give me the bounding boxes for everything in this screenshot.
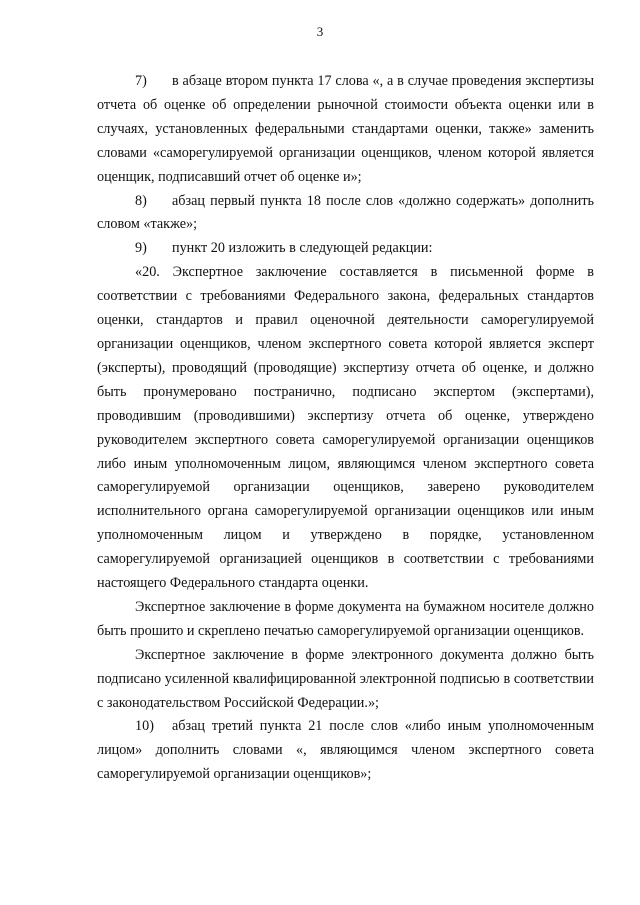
list-item-7 <box>97 70 594 190</box>
page-number: 3 <box>316 24 324 39</box>
item-number: 10) <box>135 718 154 735</box>
document-body <box>97 70 594 787</box>
item-number: 8) <box>135 192 147 209</box>
list-item-10 <box>97 715 594 787</box>
paragraph-electronic-form: Экспертное заключение в форме электронного документа должно быть подписано усиленной квалифицированной электронной подписью в соответствии с законодательством Российской Федерации.»; <box>97 646 594 711</box>
item-number: 7) <box>135 73 147 89</box>
paragraph-point-20: «20. Экспертное заключение составляется в письменной форме в соответствии с требованиями Федерального закона, федеральных стандартов оценки, стандартов и правил оценочной деятельности саморегулируемой организации оценщиков, членом экспертного совета которой является эксперт (эксперты), проводящий (проводящие) экспертизу отчета об оценке, и должно быть пронумеровано постранично, подписано экспертом (экспертами), проводившим (проводившими) экспертизу отчета об оценке, утверждено руководителем экспертного совета саморегулируемой организации оценщиков либо иным уполномоченным лицом, являющимся членом экспертного совета саморегулируемой организации оценщиков, заверено руководителем исполнительного органа саморегулируемой организации оценщиков или иным уполномоченным лицом и утверждено в порядке, установленном саморегулируемой организацией оценщиков в соответствии с требованиями настоящего Федерального стандарта оценки. <box>97 264 594 592</box>
item-text: абзац первый пункта 18 после слов «должно содержать» дополнить словом «также»; <box>97 192 594 233</box>
list-item-8 <box>97 190 594 238</box>
list-item-9 <box>97 237 594 261</box>
item-text: абзац третий пункта 21 после слов «либо иным уполномоченным лицом» дополнить словами «, являющимся членом экспертного совета саморегулируемой организации оценщиков»; <box>97 718 594 783</box>
paragraph-paper-form: Экспертное заключение в форме документа на бумажном носителе должно быть прошито и скреплено печатью саморегулируемой организации оценщиков. <box>97 598 594 639</box>
item-text: в абзаце втором пункта 17 слова «, а в случае проведения экспертизы отчета об оценке об определении рыночной стоимости объекта оценки или в случаях, установленных федеральными стандартами оценки, также» заменить словами «саморегулируемой организации оценщиков, членом которой является оценщик, подписавший отчет об оценке и»; <box>97 73 594 185</box>
item-text: пункт 20 изложить в следующей редакции: <box>172 240 433 257</box>
item-number: 9) <box>135 240 147 257</box>
